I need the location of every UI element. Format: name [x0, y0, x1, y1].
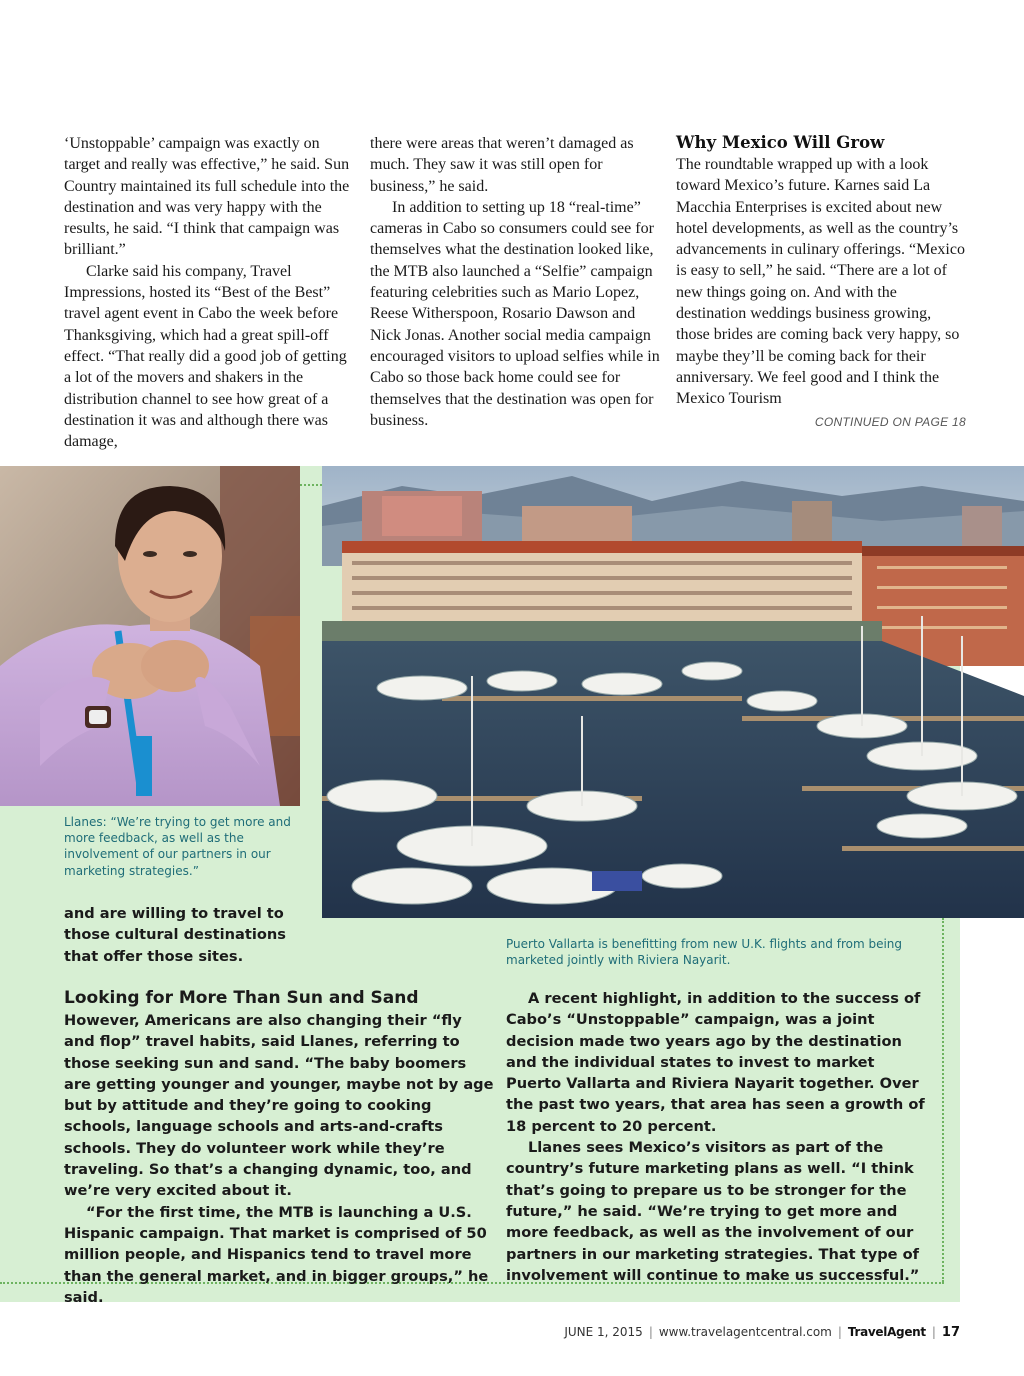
portrait-photo	[0, 466, 300, 806]
body-paragraph: ‘Unstoppable’ campaign was exactly on target and really was effective,” he said. Sun Country maintained its full schedule into the destination and was very happy with the results, he said. “I think that campaign was brilliant.”	[64, 135, 350, 259]
section-heading: Why Mexico Will Grow	[676, 133, 885, 152]
article-column-1	[64, 133, 354, 452]
continued-note: CONTINUED ON PAGE 18	[814, 414, 966, 429]
dotted-rule	[300, 484, 322, 486]
article-column-2	[370, 133, 660, 431]
sidebar-column-right	[506, 988, 931, 1286]
photo-caption: Llanes: “We’re trying to get more and more feedback, as well as the involvement of our partners in our marketing strategies.”	[64, 815, 291, 878]
marina-photo	[322, 466, 1024, 918]
body-paragraph: Llanes sees Mexico’s visitors as part of the country’s future marketing plans as well. “I think that’s going to prepare us to be stronger for the future,” he said. “We’re trying to get more and more feedback, as well as the involvement of our partners in our marketing strategies. That type of involvement will continue to make us successful.”	[506, 1139, 920, 1284]
body-paragraph: A recent highlight, in addition to the success of Cabo’s “Unstoppable” campaign, was a joint decision made two years ago by the destination and the individual states to invest to market Puerto Vallarta and Riviera Nayarit together. Over the past two years, that area has seen a growth of 18 percent to 20 percent.	[506, 990, 925, 1135]
body-paragraph: there were areas that weren’t damaged as much. They saw it was still open for business,” he said.	[370, 135, 634, 195]
website-url: www.travelagentcentral.com	[658, 1325, 832, 1339]
page-footer: JUNE 1, 2015 | www.travelagentcentral.com | TravelAgent | 17	[564, 1325, 960, 1340]
body-paragraph: However, Americans are also changing their “fly and flop” travel habits, said Llanes, referring to those seeking sun and sand. “The baby boomers are getting younger and younger, maybe not by age but by attitude and they’re going to cooking schools, language schools and arts-and-crafts schools. They do volunteer work while they’re traveling. So that’s a changing dynamic, too, and we’re very excited about it.	[64, 1012, 494, 1200]
issue-date: JUNE 1, 2015	[564, 1325, 643, 1339]
body-paragraph: In addition to setting up 18 “real-time” cameras in Cabo so consumers could see for themselves what the destination looked like, the MTB also launched a “Selfie” campaign featuring celebrities such as Mario Lopez, Reese Witherspoon, Rosario Dawson and Nick Jonas. Another social media campaign encouraged visitors to upload selfies while in Cabo so those back home could see for themselves that the destination was open for business.	[370, 198, 660, 429]
body-paragraph: Clarke said his company, Travel Impressions, hosted its “Best of the Best” travel agent event in Cabo the week before Thanksgiving, which had a great spill-off effect. “That really did a good job of getting a lot of the movers and shakers in the distribution channel to see how great of a destination it was and although there was damage,	[64, 262, 347, 451]
article-column-3	[676, 133, 966, 433]
page-number: 17	[941, 1325, 960, 1340]
sidebar-intro	[64, 903, 309, 967]
section-heading: Looking for More Than Sun and Sand	[64, 988, 419, 1008]
photo-caption: Puerto Vallarta is benefitting from new U.K. flights and from being marketed jointly with Riviera Nayarit.	[506, 937, 903, 968]
body-paragraph: and are willing to travel to those cultural destinations that offer those sites.	[64, 905, 286, 965]
magazine-brand: TravelAgent	[847, 1325, 926, 1339]
body-paragraph: The roundtable wrapped up with a look toward Mexico’s future. Karnes said La Macchia Enterprises is excited about new hotel developments, as well as the country’s advancements in culinary offerings. “Mexico is easy to sell,” he said. “There are a lot of new things going on. And with the destination weddings business growing, those brides are coming back very happy, so maybe they’ll be coming back for their anniversary. We feel good and I think the Mexico Tourism	[676, 156, 965, 408]
dotted-rule	[942, 918, 944, 1282]
sidebar-column-left	[64, 986, 494, 1308]
body-paragraph: “For the first time, the MTB is launching a U.S. Hispanic campaign. That market is comprised of 50 million people, and Hispanics tend to travel more than the general market, and in bigger groups,” he said.	[64, 1203, 489, 1306]
